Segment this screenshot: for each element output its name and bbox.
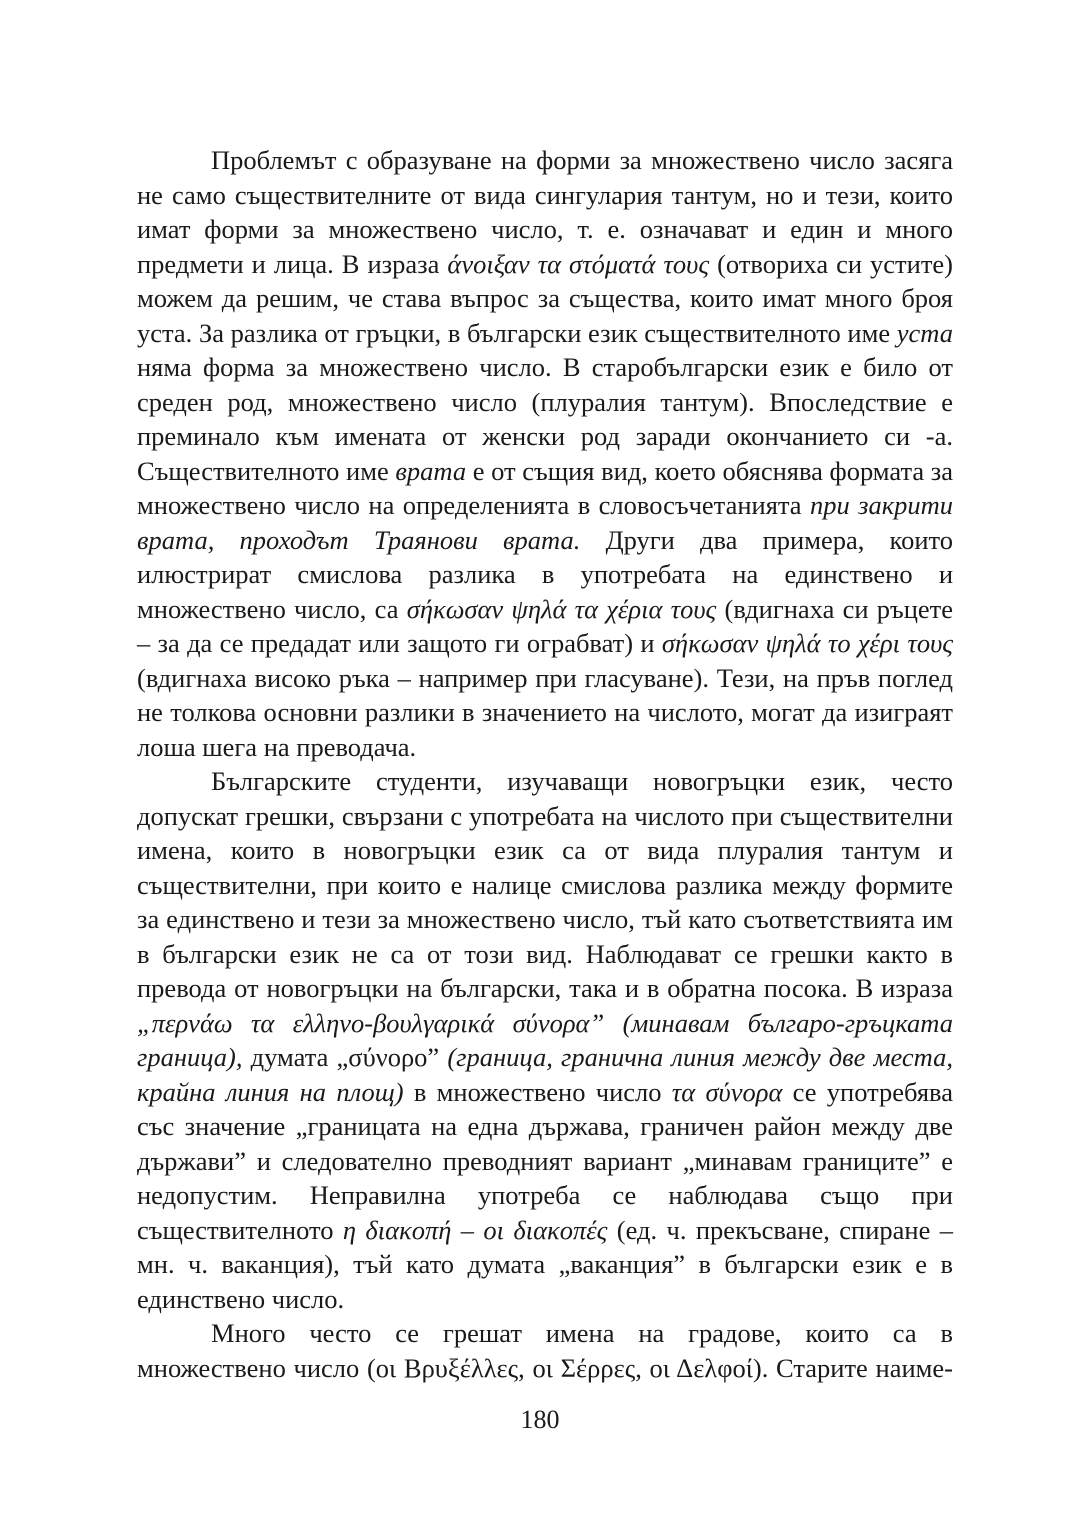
text-run: няма форма за множествено число. В старобългарски език е било от среден род, множествено число (плуралия тантум). Впоследствие е преминало към имената от женски род заради окончанието си -а. Съществителното име (137, 352, 953, 486)
text-run: е от същия вид, което обяснява формата за множествено число на определенията в словосъчетанията (137, 455, 953, 520)
text-run: (ед. ч. прекъсване, спиране – мн. ч. ваканция), тъй като думата „ваканция” в български език е в единствено число. (137, 1214, 953, 1314)
paragraph (137, 143, 953, 764)
italic-example: άνοιξαν τα στόματά τους (447, 248, 710, 279)
italic-example: σήκωσαν ψηλά τα χέρια τους (406, 593, 717, 624)
page-number: 180 (520, 1405, 560, 1434)
text-run: думата „σύνορο” (242, 1042, 448, 1072)
text-run: (отвориха си устите) можем да решим, че става въпрос за същества, които имат много броя уста. За разлика от гръцки, в български език съществителното име (137, 248, 953, 348)
text-run: Проблемът с образуване на форми за множествено число засяга не само съществителните от вида сингулария тантум, но и тези, които имат форми за множествено число, т. е. означават и един и много предмети и лица. В израза (137, 145, 953, 279)
italic-example: (граница, гранична линия между две места, крайна линия на площ) (137, 1042, 953, 1107)
text-run: Много често се грешат имена на градове, които са в множествено число (οι Βρυξέλλες, οι Σέρρες, οι Δελφοί). Старите наиме- (137, 1318, 953, 1383)
text-run: (вдигнаха високо ръка – например при гласуване). Тези, на пръв поглед не толкова основни разлики в значението на числото, могат да изиграят лоша шега на преводача. (137, 662, 953, 762)
italic-example: „περνάω τα ελληνο-βουλγαρικά σύνορα” (минавам българо-гръцката граница), (137, 1007, 953, 1072)
text-run: Други два примера, които илюстрират смислова разлика в употребата на единствено и множествено число, са (137, 524, 953, 624)
text-run: Българските студенти, изучаващи новогръцки език, често допускат грешки, свързани с употребата на числото при съществителни имена, които в новогръцки език са от вида плуралия тантум и съществителни, при които е налице смислова разлика между формите за единствено и тези за множествено число, тъй като съответствията им в български език не са от този вид. Наблюдават се грешки както в превода от новогръцки на български, така и в обратна посока. В израза (137, 766, 953, 1003)
italic-example: τα σύνορα (671, 1076, 783, 1107)
text-run: се употребява със значение „границата на една държава, граничен район между две държави” и следователно преводният вариант „минавам границите” е недопустим. Неправилна употреба се наблюдава също при съществителното (137, 1076, 953, 1245)
italic-example: уста (896, 317, 953, 348)
text-run: в множествено число (403, 1076, 672, 1107)
paragraph (137, 764, 953, 1316)
italic-example: врата (395, 455, 467, 486)
italic-example: при закрити врата, проходът Траянови врата. (137, 490, 954, 555)
body-text (137, 143, 953, 1385)
italic-example: η διακοπή – οι διακοπές (342, 1214, 608, 1245)
italic-example: σήκωσαν ψηλά το χέρι τους (661, 628, 953, 658)
paragraph (137, 1316, 953, 1385)
text-run: (вдигнаха си ръцете – за да се предадат или защото ги ограбват) и (137, 593, 953, 658)
